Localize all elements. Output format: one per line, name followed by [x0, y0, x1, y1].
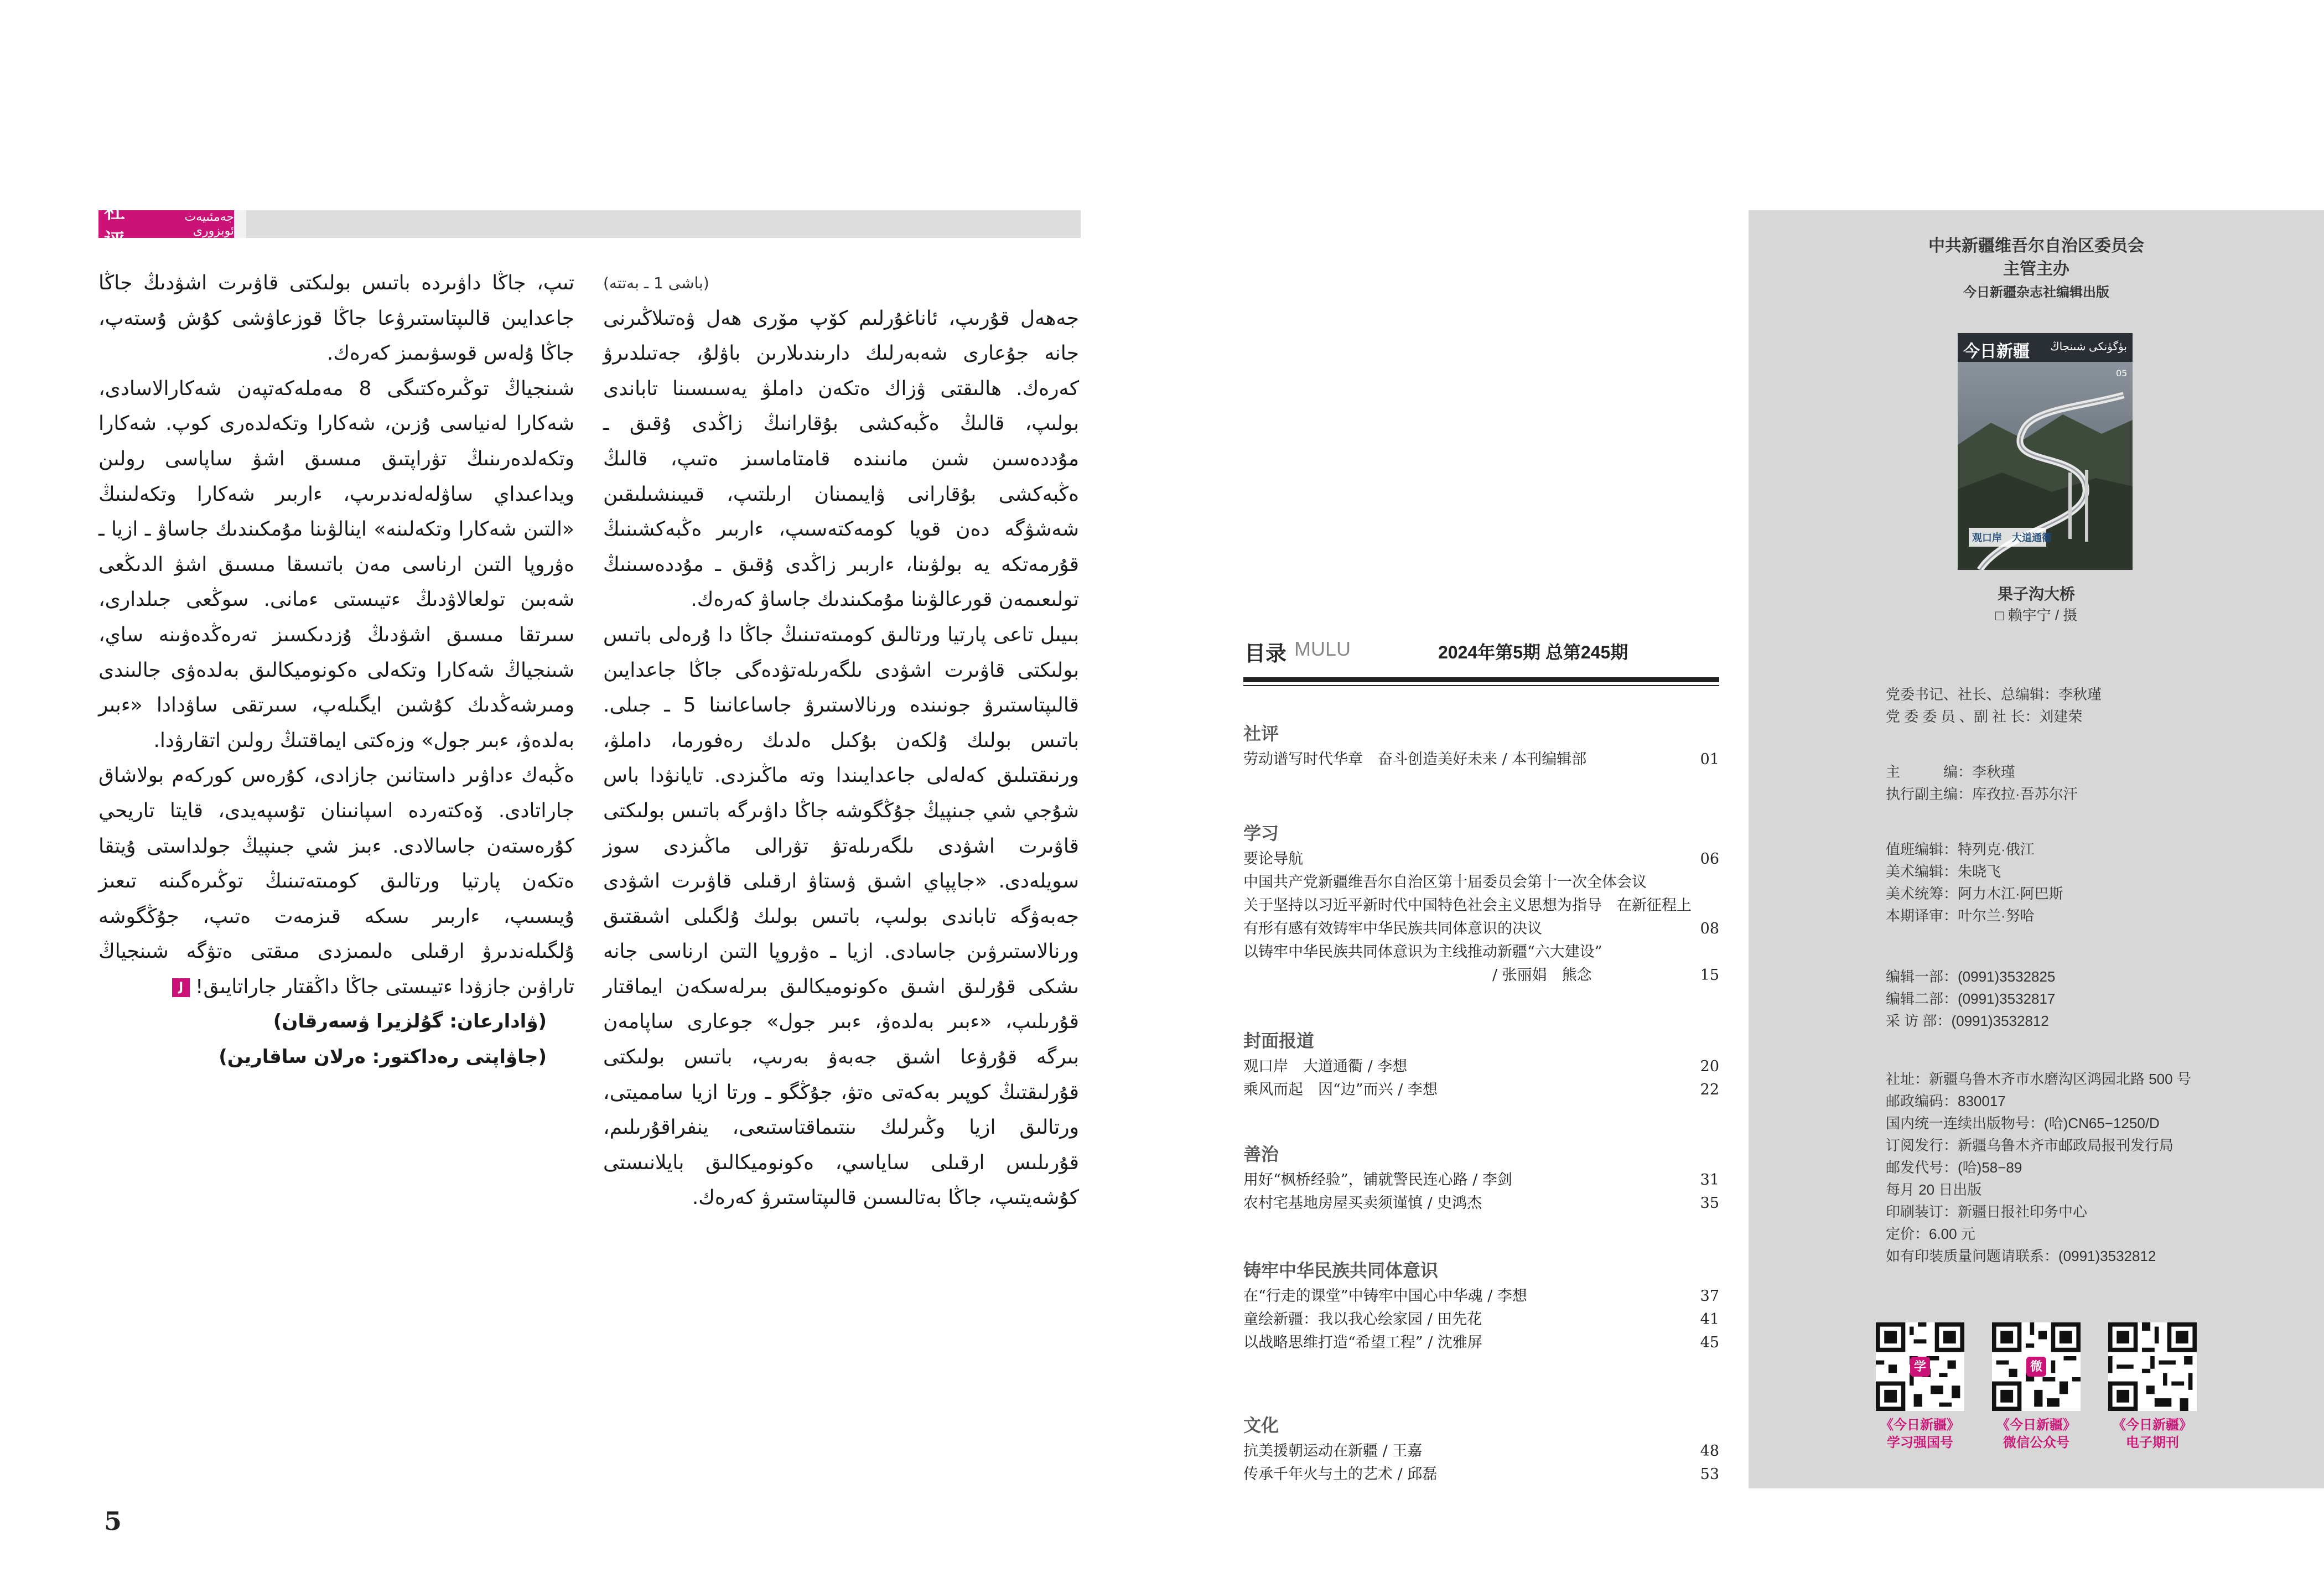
- meta-line: 每月 20 日出版: [1886, 1181, 1982, 1198]
- staff-line: 执行副主编：库孜拉·吾苏尔汗: [1886, 786, 2078, 802]
- toc-entry-title: 观口岸 大道通衢 / 李想: [1243, 1058, 1408, 1075]
- toc-entry[interactable]: [1243, 941, 1719, 964]
- toc-entry-title: 用好“枫桥经验”，铺就警民连心路 / 李剑: [1243, 1171, 1512, 1189]
- article-paragraph: شىنجياڭ توڭىرەكتىگى 8 مەملەكەتپەن شەكارالاسادى، شەكارا لەنياسى ۇزىن، شەكارا وتكەلدەرى كوپ. شەكارا وتكەلدەرىنىڭ تۋراپتىق مىسىق اشۋ ساپاسى رولىن ويداعىداي ساۋلەلەندىرىپ، ءاربىر شەكارا وتكەلىنىڭ «التىن شەكارا وتكەلىنە» اينالۋىنا مۇمكىندىك جاساۋ ـ ازيا ـ ەۋروپا التىن ارناسى مەن باتىسقا مىسىق اشۋ الدىڭعى شەبىن تولعالاۋدىڭ ءتيىستى ءمانى. سوڭعى جىلدارى، سىرتقا مىسىق اشۋدىڭ ۇزدىكسىز تەرەڭدەۋىنە ساي، شىنجياڭ شەكارا وتكەلى ەكونوميكالىق بەلدەۋى جالىندى ومىرشەڭدىك كۇشىن ايگىلەپ، سىرتقى ساۋدادا «ءبىر بەلدەۋ، ءبىر جول» وزەكتى ايماقتىڭ رولىن اتقارۋدا.: [98, 377, 574, 752]
- toc-section-title: 文化: [1243, 1415, 1279, 1435]
- section-title-ug: جەمئىيەت ئوبزورى: [184, 210, 234, 238]
- toc-entry-title: 以战略思维打造“希望工程” / 沈雅屏: [1243, 1334, 1482, 1351]
- qr-block-wechat[interactable]: [1989, 1322, 2083, 1452]
- publisher-line: 中共新疆维吾尔自治区委员会: [1928, 237, 2144, 255]
- toc-entry[interactable]: [1243, 1078, 1719, 1102]
- meta-line: 如有印装质量问题请联系：(0991)3532812: [1886, 1248, 2156, 1264]
- cover-thumbnail[interactable]: [1958, 333, 2133, 570]
- article-paragraph: بىيىل تاعى پارتيا ورتالىق كومىتەتىنىڭ جاڭا دا ۇرەلى باتىس بولىكتى قاۋىرت اشۋدى ىلگەرىلەتۋدەگى جاڭا جاعدايىن قالىپتاستىرۋ جونىندە ورنالاستىرۋ جاساعانىنا 5 ـ جىلى. باتىس بولىك ۇلكەن بۇكىل ەلدىك رەفورما، داملۋ، ورنىقتىلىق كەلەلى جاعدايىندا وتە ماڭىزدى. تايانۋدا باس شۇجي شي جىنپيڭ جۇڭگوشە جاڭا داۋىرگە باتىس بولىكتى قاۋىرت اشۋدى ىلگەرىلەتۋ تۋرالى ماڭىزدى سوز سويلەدى. «جاپپاي اشىق ۋستاۋ ارقىلى قاۋىرت اشۋدى جەبەۋگە تاباندى بولىپ، باتىس بولىك ۇلگىلى اشىقتىق ورنالاستىرۋىن جاسادى. ازيا ـ ەۋروپا التىن ارناسى جانە ىشكى قۇرلىق اشىق ەكونوميكالىق بىرلەسكەن ايماقتار قۇرىلىپ، «ءبىر بەلدەۋ، ءبىر جول» جوعارى ساپامەن بىرگە قۇرۋعا اشىق جەبەۋ بەرىپ، باتىس بولىكتى قۇرلىقتىڭ كوپىر بەكەتى ەتۋ، جۇڭگو ـ ورتا ازيا سامميتى، ورتالىق ازيا وڭىرلىك ىنتىماقتاستىعى، ينفراقۇرىلىم، قۇرىلىس ارقىلى ساياسي، ەكونوميكالىق بايلانىستى كۇشەيتىپ، جاڭا بەتالىسىن قالىپتاستىرۋ كەرەك.: [603, 623, 1079, 1210]
- toc-entry-title: 传承千年火与土的艺术 / 邱磊: [1243, 1466, 1438, 1483]
- toc-entry-title: / 张丽娟 熊念: [1492, 967, 1592, 984]
- toc-entry-page: 37: [1700, 1288, 1719, 1305]
- qr-badge: 学: [1910, 1357, 1930, 1377]
- qr-code-icon[interactable]: [1876, 1322, 1964, 1411]
- section-title-zh: 社评: [104, 199, 127, 253]
- staff-line: 本期译审：叶尔兰·努哈: [1886, 907, 2035, 924]
- toc-entry[interactable]: [1243, 1463, 1719, 1486]
- article-paragraph-text: ەڭبەك ءداۋىر داستانىن جازادى، كۇرەس كوركەم بولاشاق جاراتادى. ۆەكتەردە اسپانىنان تۇسپەيدى، قايتا تاريحي كۇرەستەن جاسالادى. ءبىز شي جىنپيڭ جولداستى ۇيتقا ەتكەن پارتيا ورتالىق كومىتەتىنىڭ توڭىرەگىنە تىعىز ۇيىسىپ، ءاربىر ىسكە قىزمەت ەتىپ، جۇڭگوشە ۇلگىلەندىرۋ ارقىلى ەلىمىزدى مىقتى ەتۋگە شىنجياڭ تاراۋىن جازۋدا ءتيىستى جاڭا داڭقتار جاراتايىق!: [98, 764, 574, 998]
- publisher-line: 今日新疆杂志社编辑出版: [1963, 285, 2109, 300]
- toc-entry[interactable]: [1243, 1331, 1719, 1355]
- editor-credit: (ۋادارعان: گۇلزيرا ۋسەرقان): [273, 1010, 547, 1033]
- toc-entry[interactable]: [1243, 964, 1719, 987]
- toc-header: [1243, 636, 1719, 670]
- toc-entry-page: 08: [1700, 920, 1719, 937]
- toc-entry[interactable]: [1243, 1055, 1719, 1078]
- cover-logo: 今日新疆: [1963, 342, 2030, 361]
- toc-section: [1243, 1411, 1719, 1486]
- toc-entry-title: 抗美援朝运动在新疆 / 王嘉: [1243, 1442, 1423, 1460]
- publisher-line: 主管主办: [2003, 260, 2069, 278]
- toc-entry[interactable]: [1243, 871, 1719, 894]
- toc-section-title: 善治: [1243, 1144, 1279, 1164]
- toc-entry-page: 22: [1700, 1081, 1719, 1098]
- toc-entry-page: 48: [1700, 1442, 1719, 1460]
- qr-code-icon[interactable]: [2108, 1322, 2197, 1411]
- qr-caption-line: 《今日新疆》: [1996, 1418, 2076, 1433]
- toc-entry-page: 35: [1700, 1195, 1719, 1212]
- toc-entry-title: 以铸牢中华民族共同体意识为主线推动新疆“六大建设”: [1243, 943, 1602, 961]
- toc-entry-title: 童绘新疆：我以我心绘家园 / 田先花: [1243, 1311, 1482, 1328]
- article-paragraph: [98, 758, 574, 1004]
- page-number: 5: [104, 1506, 122, 1536]
- staff-line: 党 委 委 员 、副 社 长：刘建荣: [1886, 708, 2083, 725]
- toc-entry-title: 有形有感有效铸牢中华民族共同体意识的决议: [1243, 920, 1542, 937]
- cover-caption: 果子沟大桥: [1997, 585, 2075, 603]
- article-paragraph: تىپ، جاڭا داۋىردە باتىس بولىكتى قاۋىرت اشۋدىڭ جاڭا جاعدايىن قالىپتاستىرۋعا جاڭا قوزعاۋشى كۇش ۇستەپ، جاڭا ۇلەس قوسۋىمىز كەرەك.: [98, 272, 574, 365]
- toc-entry-title: 乘风而起 因“边”而兴 / 李想: [1243, 1081, 1438, 1098]
- toc-entry-page: 06: [1700, 850, 1719, 868]
- section-tag-tail: [234, 210, 246, 238]
- qr-caption: [1989, 1416, 2083, 1452]
- qr-caption-line: 学习强国号: [1887, 1435, 1953, 1450]
- toc-section: [1243, 1256, 1719, 1355]
- toc-entry-page: 31: [1700, 1171, 1719, 1189]
- toc-entry-page: 20: [1700, 1058, 1719, 1075]
- cover-ug-logo: بۈگۈنكى شىنجاڭ: [2050, 341, 2127, 353]
- toc-entry[interactable]: [1243, 1169, 1719, 1192]
- toc-entry-title: 中国共产党新疆维吾尔自治区第十届委员会第十一次全体会议: [1243, 874, 1647, 891]
- cover-issue-no: 05: [2116, 368, 2128, 378]
- meta-line: 邮发代号：(哈)58−89: [1886, 1159, 2022, 1176]
- qr-caption-line: 《今日新疆》: [2113, 1418, 2192, 1433]
- qr-code-icon[interactable]: [1992, 1322, 2081, 1411]
- toc-entry-page: 45: [1700, 1334, 1719, 1351]
- toc-entry[interactable]: [1243, 1285, 1719, 1308]
- article-column-right: [603, 266, 1079, 1216]
- staff-line: 美术编辑：朱晓飞: [1886, 863, 2001, 880]
- qr-block-ejournal[interactable]: [2105, 1322, 2200, 1452]
- staff-line: 值班编辑：特列克·俄江: [1886, 841, 2035, 858]
- toc-entry[interactable]: [1243, 848, 1719, 871]
- qr-caption-line: 电子期刊: [2126, 1435, 2179, 1450]
- toc-entry-title: 关于坚持以习近平新时代中国特色社会主义思想为指导 在新征程上: [1243, 897, 1692, 914]
- staff-line: 美术统筹：阿力木江·阿巴斯: [1886, 885, 2063, 902]
- section-tag: [98, 199, 234, 253]
- staff-line: 主 编：李秋瑾: [1886, 764, 2016, 780]
- toc-entry-title: 在“行走的课堂”中铸牢中国心中华魂 / 李想: [1243, 1288, 1527, 1305]
- toc-section-title: 封面报道: [1243, 1031, 1315, 1051]
- qr-caption-line: 《今日新疆》: [1880, 1418, 1960, 1433]
- toc-entry-page: 15: [1700, 967, 1719, 984]
- toc-entry-page: 53: [1700, 1466, 1719, 1483]
- meta-line: 订阅发行：新疆乌鲁木齐市邮政局报刊发行局: [1886, 1137, 2174, 1154]
- toc-section: [1243, 1140, 1719, 1215]
- toc-section-title: 学习: [1243, 823, 1279, 843]
- meta-line: 国内统一连续出版物号：(哈)CN65−1250/D: [1886, 1115, 2160, 1132]
- issue-label: 2024年第5期 总第245期: [1438, 642, 1628, 662]
- qr-caption-line: 微信公众号: [2003, 1435, 2069, 1450]
- toc-entry-title: 要论导航: [1243, 850, 1303, 868]
- cover-credit: □ 赖宇宁 / 摄: [1995, 607, 2078, 624]
- toc-section-title: 社评: [1243, 724, 1279, 744]
- meta-line: 邮政编码：830017: [1886, 1093, 2006, 1109]
- toc-entry-title: 农村宅基地房屋买卖须谨慎 / 史鸿杰: [1243, 1195, 1482, 1212]
- toc-entry[interactable]: [1243, 748, 1719, 771]
- toc-rule-thick: [1243, 677, 1719, 682]
- qr-badge: 微: [2026, 1357, 2046, 1377]
- toc-entry-title: 劳动谱写时代华章 奋斗创造美好未来 / 本刊编辑部: [1243, 751, 1587, 768]
- toc-title: 目录: [1244, 642, 1287, 666]
- toc-entry[interactable]: [1243, 894, 1719, 917]
- toc-rule-thin: [1243, 685, 1719, 686]
- toc-section: [1243, 1026, 1719, 1102]
- meta-line: 社址：新疆乌鲁木齐市水磨沟区鸿园北路 500 号: [1886, 1071, 2191, 1087]
- toc-section: [1243, 819, 1719, 987]
- toc-title-en: MULU: [1294, 637, 1351, 660]
- toc-entry[interactable]: [1243, 1440, 1719, 1463]
- continued-note: (باشى 1 ـ بەتتە): [603, 274, 709, 292]
- toc-section-title: 铸牢中华民族共同体意识: [1243, 1260, 1439, 1280]
- toc-entry[interactable]: [1243, 1192, 1719, 1215]
- toc-entry[interactable]: [1243, 917, 1719, 941]
- toc-section: [1243, 719, 1719, 771]
- meta-line: 定价：6.00 元: [1886, 1226, 1975, 1242]
- article-column-left: [98, 266, 574, 1075]
- staff-line: 党委书记、社长、总编辑：李秋瑾: [1886, 686, 2102, 703]
- article-paragraph: جەھەل قۇرىپ، ئاناغۇرلىم كۆپ مۆرى ھەل ۋەتىلاڭىرنى جانە جۇعارى شەبەرلىك دارىندىلارىن باۋلۇ، جەتىلدىرۋ كەرەك. ھالىقتى ۋزاك ەتكەن داملۋ يەسىسىنا تاباندى بولىپ، قالىڭ ەڭبەكشى بۇقارانىڭ زاڭدى ۇقىق ـ مۇددەسىن شىن مانىندە قامتاماسىز ەتىپ، قالىڭ ەڭبەكشى بۇقارانى ۋايىمىنان ارىلتىپ، قىيىنشىلىقىن شەشۋگە دەن قويا كومەكتەسىپ، ءاربىر ەڭبەكشىنىڭ قۇرمەتكە يە بولۋىنا، ءاربىر زاڭدى ۇقىق ـ مۇددەسىنىڭ تولىعىمەن قورعالۋىنا مۇمكىندىك جاساۋ كەرەك.: [603, 307, 1079, 611]
- toc-entry[interactable]: [1243, 1308, 1719, 1331]
- toc-entry-page: 41: [1700, 1311, 1719, 1328]
- end-mark-icon: J: [172, 978, 190, 997]
- phone-line: 编辑二部：(0991)3532817: [1886, 990, 2056, 1007]
- cover-headline: 观口岸 大道通衢: [1972, 532, 2052, 544]
- qr-caption: [2105, 1416, 2200, 1452]
- phone-line: 采 访 部：(0991)3532812: [1886, 1013, 2049, 1029]
- publisher-block: [1749, 235, 2324, 304]
- qr-block-xuexi[interactable]: [1873, 1322, 1967, 1452]
- phone-line: 编辑一部：(0991)3532825: [1886, 968, 2056, 985]
- bridge-photo: [1958, 362, 2133, 570]
- responsible-editor-credit: (جاۋاپتى رەداكتور: ەرلان ساقارين): [219, 1046, 547, 1068]
- qr-caption: [1873, 1416, 1967, 1452]
- meta-line: 印刷装订：新疆日报社印务中心: [1886, 1203, 2088, 1220]
- table-of-contents: [1243, 636, 1719, 1483]
- masthead-panel: [1749, 210, 2324, 1488]
- toc-entry-page: 01: [1700, 751, 1719, 768]
